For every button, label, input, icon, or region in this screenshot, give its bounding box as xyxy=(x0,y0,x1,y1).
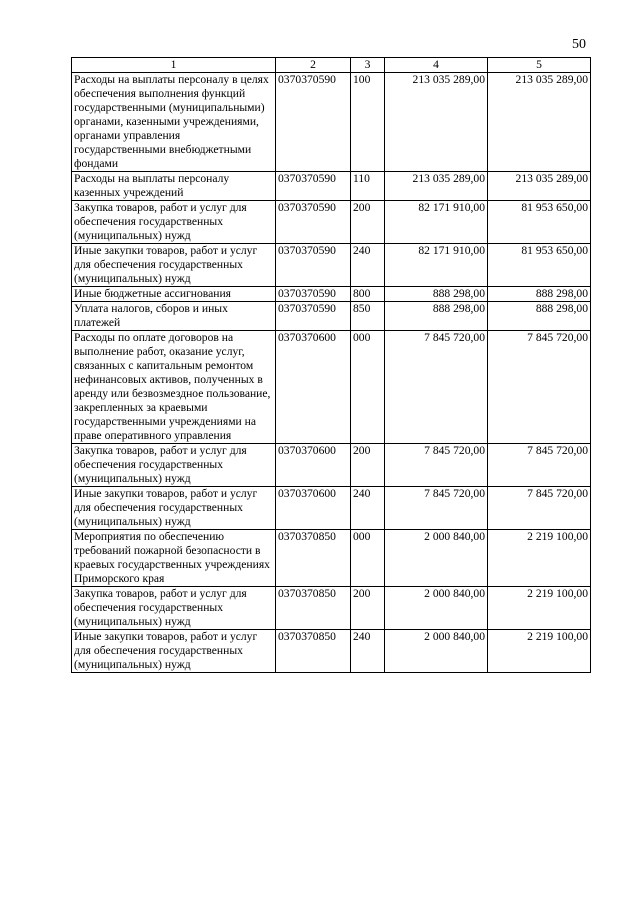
target-code: 0370370850 xyxy=(276,630,351,673)
amount-year-1: 213 035 289,00 xyxy=(385,172,488,201)
expense-type-code: 000 xyxy=(351,331,385,444)
amount-year-2: 888 298,00 xyxy=(488,302,591,331)
expense-type-code: 200 xyxy=(351,444,385,487)
target-code: 0370370850 xyxy=(276,587,351,630)
column-header: 3 xyxy=(351,58,385,73)
expense-type-code: 000 xyxy=(351,530,385,587)
target-code: 0370370590 xyxy=(276,172,351,201)
target-code: 0370370590 xyxy=(276,287,351,302)
amount-year-1: 82 171 910,00 xyxy=(385,244,488,287)
amount-year-1: 2 000 840,00 xyxy=(385,587,488,630)
expense-name: Иные бюджетные ассигнования xyxy=(72,287,276,302)
expense-name: Закупка товаров, работ и услуг для обеспечения государственных (муниципальных) нужд xyxy=(72,444,276,487)
amount-year-1: 7 845 720,00 xyxy=(385,444,488,487)
amount-year-1: 7 845 720,00 xyxy=(385,331,488,444)
expense-type-code: 240 xyxy=(351,487,385,530)
amount-year-2: 81 953 650,00 xyxy=(488,201,591,244)
table-row xyxy=(72,172,591,201)
expense-name: Иные закупки товаров, работ и услуг для обеспечения государственных (муниципальных) нужд xyxy=(72,244,276,287)
amount-year-1: 888 298,00 xyxy=(385,302,488,331)
table-row xyxy=(72,244,591,287)
amount-year-2: 213 035 289,00 xyxy=(488,172,591,201)
amount-year-2: 7 845 720,00 xyxy=(488,444,591,487)
target-code: 0370370600 xyxy=(276,487,351,530)
column-header: 2 xyxy=(276,58,351,73)
amount-year-2: 81 953 650,00 xyxy=(488,244,591,287)
amount-year-2: 213 035 289,00 xyxy=(488,73,591,172)
target-code: 0370370590 xyxy=(276,244,351,287)
expense-type-code: 110 xyxy=(351,172,385,201)
target-code: 0370370600 xyxy=(276,444,351,487)
expense-name: Расходы по оплате договоров на выполнение работ, оказание услуг, связанных с капитальным ремонтом нефинансовых активов, полученных в аренду или безвозмездное пользование, закрепленных за краевыми государственными учреждениями на праве оперативного управления xyxy=(72,331,276,444)
table-row xyxy=(72,487,591,530)
table-row xyxy=(72,331,591,444)
column-header: 5 xyxy=(488,58,591,73)
expense-type-code: 850 xyxy=(351,302,385,331)
column-header: 4 xyxy=(385,58,488,73)
table-row xyxy=(72,302,591,331)
expense-type-code: 240 xyxy=(351,630,385,673)
header-row xyxy=(72,58,591,73)
expense-name: Иные закупки товаров, работ и услуг для обеспечения государственных (муниципальных) нужд xyxy=(72,630,276,673)
expense-type-code: 240 xyxy=(351,244,385,287)
expense-name: Закупка товаров, работ и услуг для обеспечения государственных (муниципальных) нужд xyxy=(72,201,276,244)
amount-year-2: 2 219 100,00 xyxy=(488,630,591,673)
target-code: 0370370590 xyxy=(276,302,351,331)
table-row xyxy=(72,530,591,587)
expense-name: Иные закупки товаров, работ и услуг для обеспечения государственных (муниципальных) нужд xyxy=(72,487,276,530)
page-number: 50 xyxy=(572,37,586,52)
target-code: 0370370590 xyxy=(276,201,351,244)
expense-type-code: 200 xyxy=(351,201,385,244)
expense-type-code: 100 xyxy=(351,73,385,172)
amount-year-2: 7 845 720,00 xyxy=(488,331,591,444)
expense-type-code: 200 xyxy=(351,587,385,630)
table-row xyxy=(72,630,591,673)
expense-type-code: 800 xyxy=(351,287,385,302)
amount-year-1: 82 171 910,00 xyxy=(385,201,488,244)
column-header: 1 xyxy=(72,58,276,73)
table-row xyxy=(72,287,591,302)
amount-year-2: 2 219 100,00 xyxy=(488,530,591,587)
target-code: 0370370600 xyxy=(276,331,351,444)
table-row xyxy=(72,73,591,172)
amount-year-2: 7 845 720,00 xyxy=(488,487,591,530)
amount-year-1: 7 845 720,00 xyxy=(385,487,488,530)
expense-name: Расходы на выплаты персоналу в целях обеспечения выполнения функций государственными (муниципальными) органами, казенными учреждениями, органами управления государственными внебюджетными фондами xyxy=(72,73,276,172)
amount-year-2: 2 219 100,00 xyxy=(488,587,591,630)
amount-year-1: 888 298,00 xyxy=(385,287,488,302)
amount-year-1: 2 000 840,00 xyxy=(385,530,488,587)
amount-year-1: 213 035 289,00 xyxy=(385,73,488,172)
budget-table xyxy=(71,57,591,673)
amount-year-2: 888 298,00 xyxy=(488,287,591,302)
target-code: 0370370590 xyxy=(276,73,351,172)
table-row xyxy=(72,444,591,487)
target-code: 0370370850 xyxy=(276,530,351,587)
expense-name: Мероприятия по обеспечению требований пожарной безопасности в краевых государственных учреждениях Приморского края xyxy=(72,530,276,587)
table-row xyxy=(72,587,591,630)
expense-name: Уплата налогов, сборов и иных платежей xyxy=(72,302,276,331)
amount-year-1: 2 000 840,00 xyxy=(385,630,488,673)
expense-name: Закупка товаров, работ и услуг для обеспечения государственных (муниципальных) нужд xyxy=(72,587,276,630)
table-row xyxy=(72,201,591,244)
expense-name: Расходы на выплаты персоналу казенных учреждений xyxy=(72,172,276,201)
